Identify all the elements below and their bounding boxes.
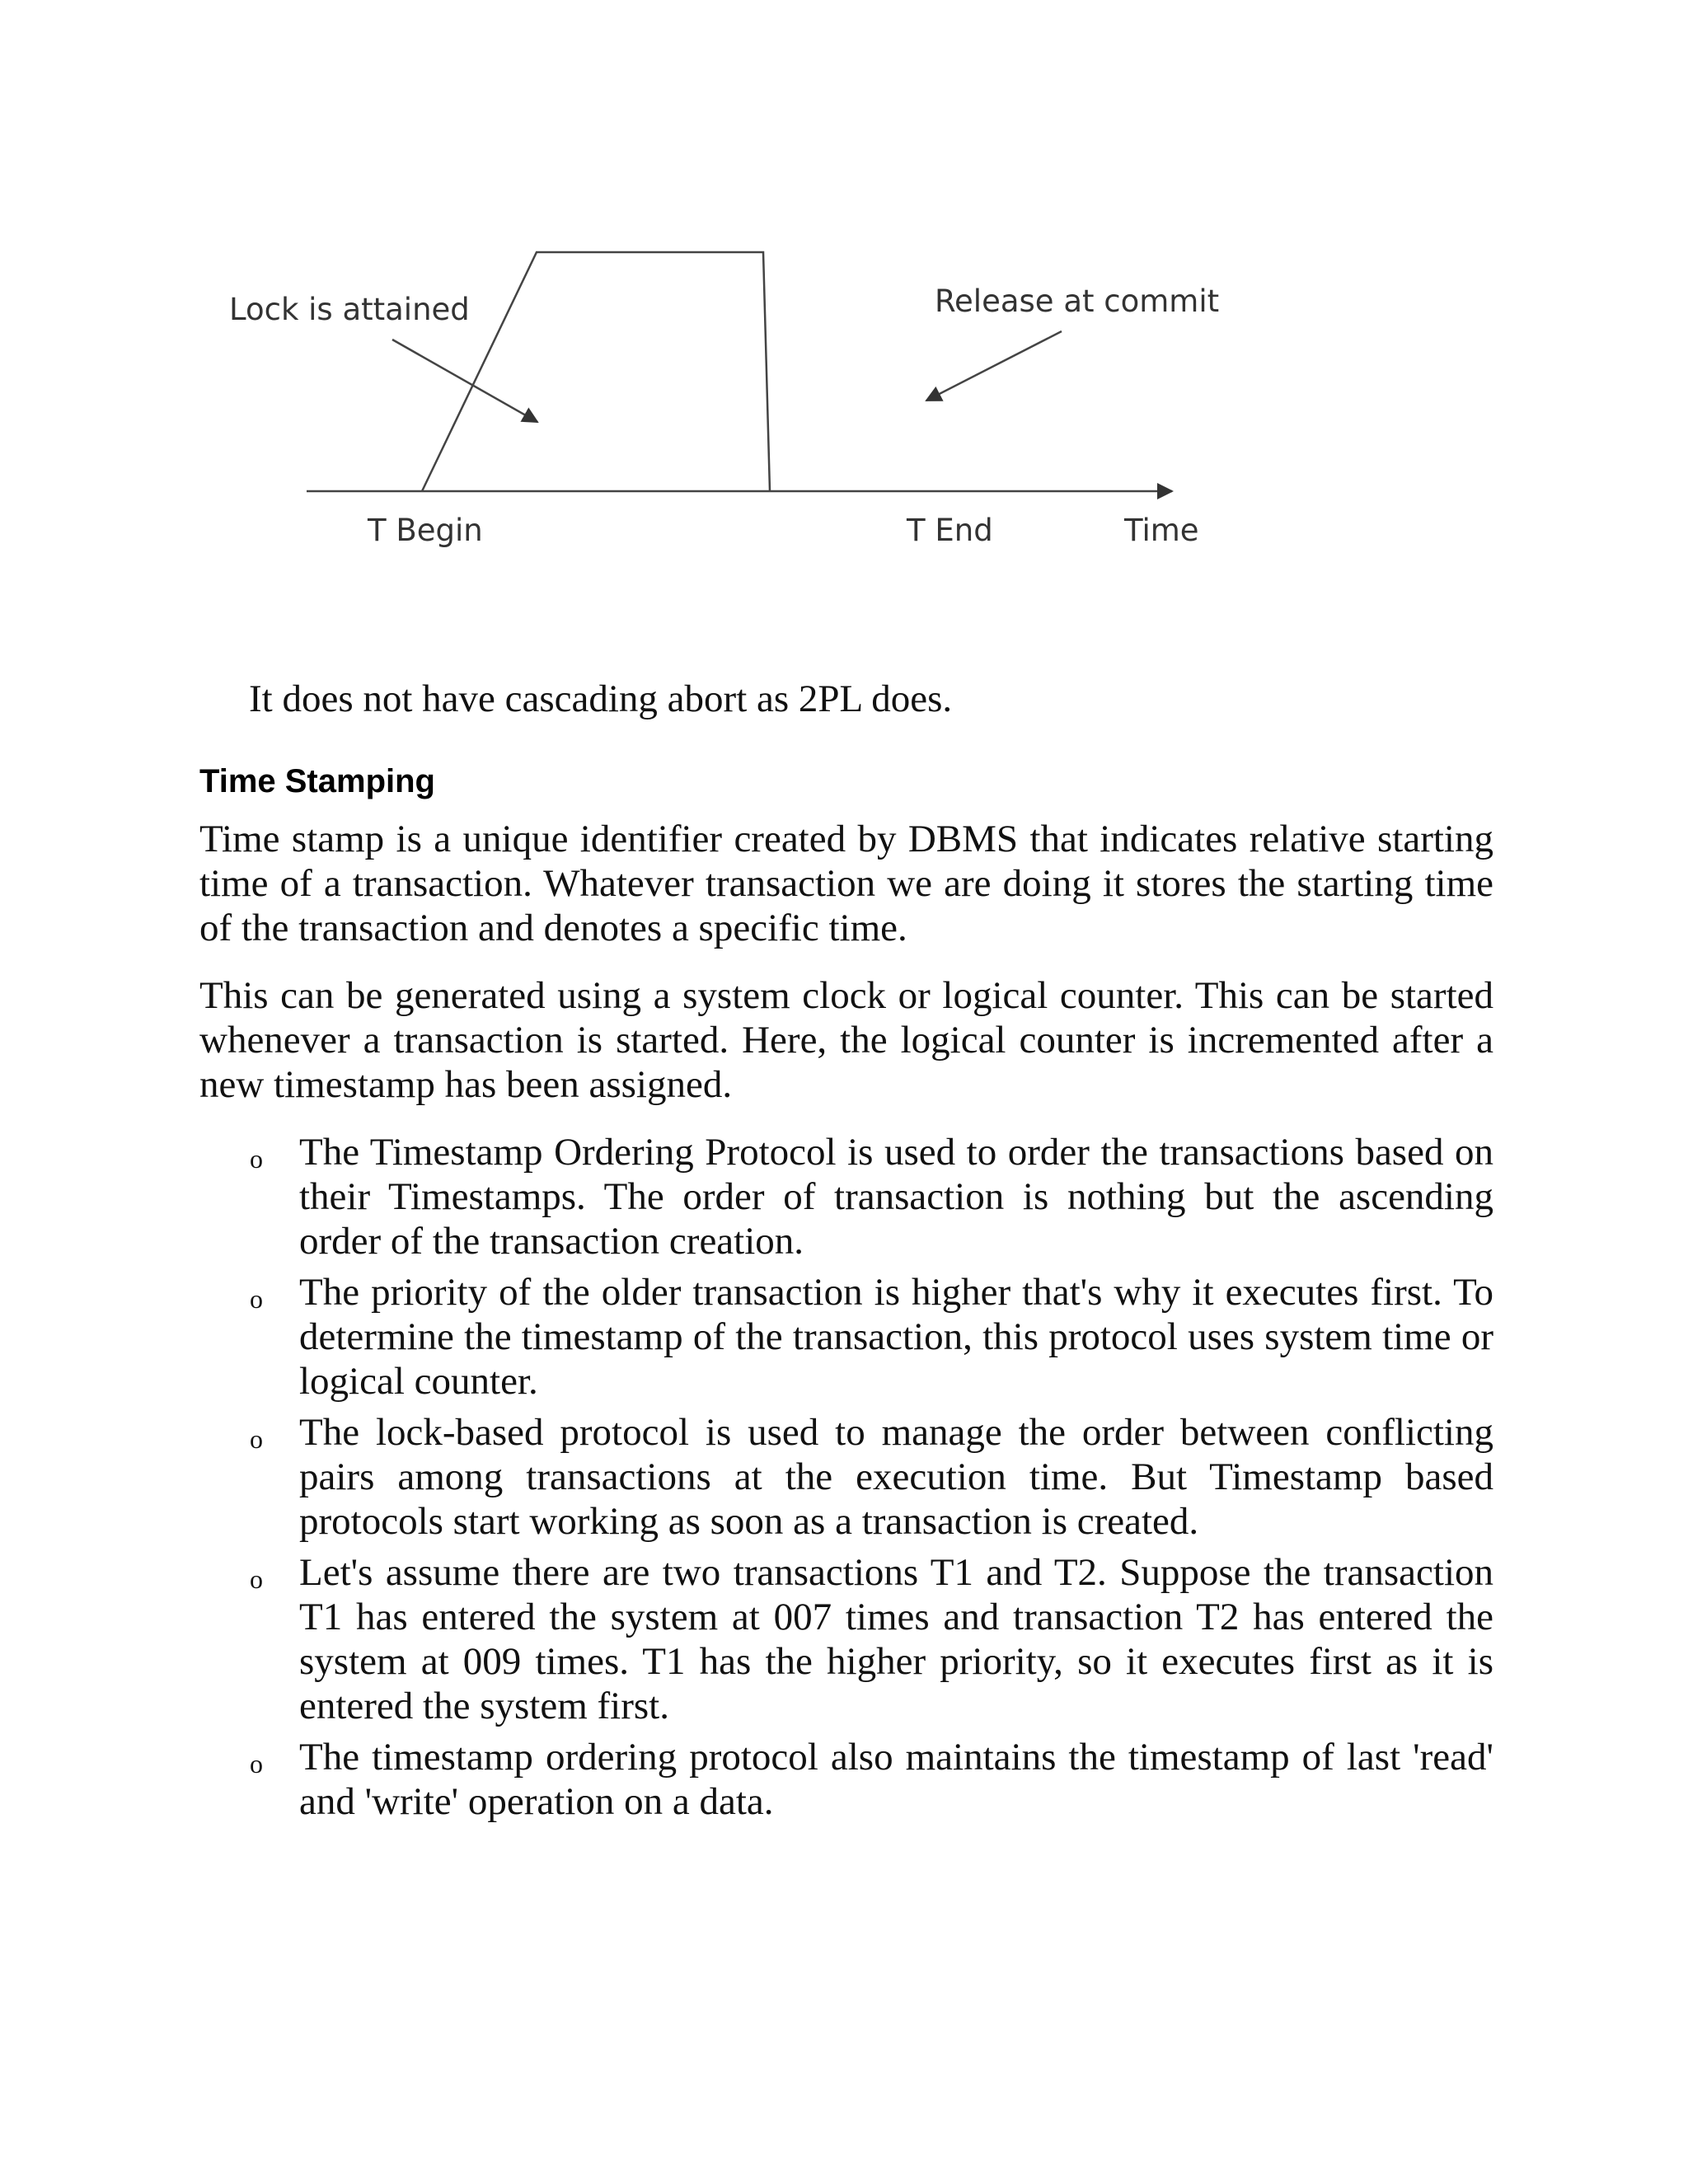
list-item: [0, 1130, 1493, 1263]
end-label: T End: [907, 513, 993, 548]
bullet-marker-icon: o: [250, 1749, 263, 1779]
intro-text: It does not have cascading abort as 2PL does.: [249, 677, 953, 720]
lock-profile-line: [422, 252, 770, 491]
bullet-marker-icon: o: [250, 1284, 263, 1314]
release-label: Release at commit: [935, 284, 1220, 319]
list-item: [0, 1410, 1493, 1544]
list-item: [0, 1550, 1493, 1728]
list-item: [0, 1735, 1493, 1824]
lock-timeline-diagram: [0, 0, 1688, 626]
list-item-text: The lock-based protocol is used to manage the order between conflicting pairs among transactions at the execution time. But Timestamp based protocols start working as soon as a transaction is created.: [299, 1411, 1493, 1543]
bullet-marker-icon: o: [250, 1424, 263, 1454]
bullet-marker-icon: o: [250, 1564, 263, 1594]
list-item: [0, 1270, 1493, 1404]
release-arrow: [926, 331, 1062, 401]
time-label: Time: [1124, 513, 1199, 548]
lock-arrow: [392, 340, 537, 422]
paragraph-generation: This can be generated using a system clock or logical counter. This can be started whenever a transaction is started. Here, the logical counter is incremented after a new timestamp has been assigned.: [199, 974, 1493, 1106]
bullet-marker-icon: o: [250, 1144, 263, 1174]
lock-label: Lock is attained: [229, 292, 470, 327]
begin-label: T Begin: [368, 513, 483, 548]
paragraph-definition: Time stamp is a unique identifier created by DBMS that indicates relative starting time of a transaction. Whatever transaction we are doing it stores the starting time of the transaction and denotes a specific time.: [199, 818, 1493, 949]
list-item-text: The Timestamp Ordering Protocol is used to order the transactions based on their Timestamps. The order of transaction is nothing but the ascending order of the transaction creation.: [299, 1131, 1493, 1263]
list-item-text: The timestamp ordering protocol also maintains the timestamp of last 'read' and 'write' operation on a data.: [299, 1736, 1493, 1823]
list-item-text: Let's assume there are two transactions T1 and T2. Suppose the transaction T1 has entered the system at 007 times and transaction T2 has entered the system at 009 times. T1 has the higher priority, so it executes first as it is entered the system first.: [299, 1551, 1493, 1727]
section-heading: Time Stamping: [199, 763, 435, 799]
bullet-list: [0, 1130, 1688, 1830]
list-item-text: The priority of the older transaction is higher that's why it executes first. To determine the timestamp of the transaction, this protocol uses system time or logical counter.: [299, 1271, 1493, 1403]
